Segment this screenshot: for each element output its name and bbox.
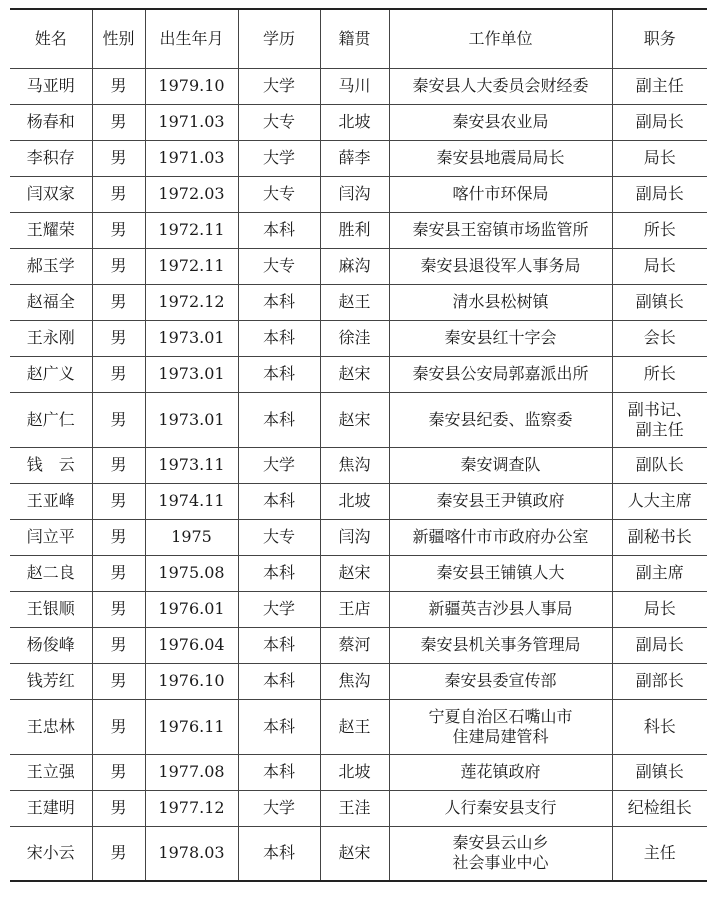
cell-birth: 1978.03 <box>145 826 238 881</box>
cell-workplace: 秦安县王铺镇人大 <box>389 555 612 591</box>
cell-birth: 1975.08 <box>145 555 238 591</box>
header-workplace: 工作单位 <box>389 9 612 68</box>
cell-gender: 男 <box>92 356 145 392</box>
table-row <box>10 591 707 627</box>
cell-education: 本科 <box>238 320 320 356</box>
cell-name: 马亚明 <box>10 68 92 104</box>
table-row <box>10 212 707 248</box>
cell-position: 副部长 <box>612 663 707 699</box>
cell-hometown: 马川 <box>320 68 389 104</box>
cell-education: 本科 <box>238 699 320 754</box>
cell-hometown: 王洼 <box>320 790 389 826</box>
personnel-table <box>10 8 707 882</box>
cell-name: 闫立平 <box>10 519 92 555</box>
cell-name: 杨俊峰 <box>10 627 92 663</box>
table-row <box>10 826 707 881</box>
cell-workplace: 秦安县委宣传部 <box>389 663 612 699</box>
cell-position: 副镇长 <box>612 754 707 790</box>
header-gender: 性别 <box>92 9 145 68</box>
cell-position: 所长 <box>612 356 707 392</box>
cell-workplace: 秦安县机关事务管理局 <box>389 627 612 663</box>
cell-name: 闫双家 <box>10 176 92 212</box>
cell-position: 副局长 <box>612 627 707 663</box>
cell-birth: 1973.01 <box>145 320 238 356</box>
cell-position: 副秘书长 <box>612 519 707 555</box>
cell-position: 主任 <box>612 826 707 881</box>
cell-hometown: 闫沟 <box>320 176 389 212</box>
cell-position: 副队长 <box>612 447 707 483</box>
cell-birth: 1973.01 <box>145 356 238 392</box>
cell-position: 局长 <box>612 591 707 627</box>
cell-education: 本科 <box>238 212 320 248</box>
cell-workplace: 秦安县公安局郭嘉派出所 <box>389 356 612 392</box>
table-row <box>10 284 707 320</box>
table-row <box>10 248 707 284</box>
header-hometown: 籍贯 <box>320 9 389 68</box>
cell-name: 赵广仁 <box>10 392 92 447</box>
cell-name: 王亚峰 <box>10 483 92 519</box>
cell-position: 副局长 <box>612 104 707 140</box>
cell-education: 大专 <box>238 104 320 140</box>
cell-education: 大学 <box>238 68 320 104</box>
table-row <box>10 320 707 356</box>
cell-name: 王耀荣 <box>10 212 92 248</box>
cell-name: 赵广义 <box>10 356 92 392</box>
cell-hometown: 麻沟 <box>320 248 389 284</box>
cell-hometown: 胜利 <box>320 212 389 248</box>
cell-workplace: 宁夏自治区石嘴山市 住建局建管科 <box>389 699 612 754</box>
cell-workplace: 秦安县退役军人事务局 <box>389 248 612 284</box>
cell-hometown: 闫沟 <box>320 519 389 555</box>
header-position: 职务 <box>612 9 707 68</box>
cell-gender: 男 <box>92 212 145 248</box>
table-row <box>10 754 707 790</box>
cell-workplace: 秦安县红十字会 <box>389 320 612 356</box>
table-row <box>10 663 707 699</box>
cell-name: 王银顺 <box>10 591 92 627</box>
cell-position: 副主席 <box>612 555 707 591</box>
cell-name: 王永刚 <box>10 320 92 356</box>
cell-hometown: 赵王 <box>320 699 389 754</box>
cell-workplace: 喀什市环保局 <box>389 176 612 212</box>
cell-name: 王忠林 <box>10 699 92 754</box>
cell-birth: 1976.11 <box>145 699 238 754</box>
cell-workplace: 新疆喀什市市政府办公室 <box>389 519 612 555</box>
cell-name: 郝玉学 <box>10 248 92 284</box>
cell-name: 王立强 <box>10 754 92 790</box>
cell-name: 钱 云 <box>10 447 92 483</box>
cell-hometown: 徐洼 <box>320 320 389 356</box>
table-row <box>10 519 707 555</box>
cell-birth: 1974.11 <box>145 483 238 519</box>
cell-birth: 1976.10 <box>145 663 238 699</box>
cell-workplace: 秦安县王尹镇政府 <box>389 483 612 519</box>
cell-gender: 男 <box>92 663 145 699</box>
cell-education: 本科 <box>238 483 320 519</box>
cell-name: 宋小云 <box>10 826 92 881</box>
table-header-row <box>10 9 707 68</box>
header-name: 姓名 <box>10 9 92 68</box>
cell-birth: 1972.11 <box>145 212 238 248</box>
cell-hometown: 赵宋 <box>320 826 389 881</box>
cell-education: 大学 <box>238 790 320 826</box>
cell-birth: 1977.12 <box>145 790 238 826</box>
cell-gender: 男 <box>92 790 145 826</box>
cell-gender: 男 <box>92 392 145 447</box>
cell-position: 纪检组长 <box>612 790 707 826</box>
cell-education: 本科 <box>238 555 320 591</box>
cell-workplace: 秦安县云山乡 社会事业中心 <box>389 826 612 881</box>
cell-name: 赵福全 <box>10 284 92 320</box>
cell-gender: 男 <box>92 248 145 284</box>
cell-hometown: 赵宋 <box>320 555 389 591</box>
cell-birth: 1979.10 <box>145 68 238 104</box>
cell-position: 副书记、 副主任 <box>612 392 707 447</box>
cell-workplace: 秦安县地震局局长 <box>389 140 612 176</box>
cell-position: 所长 <box>612 212 707 248</box>
cell-name: 钱芳红 <box>10 663 92 699</box>
table-row <box>10 356 707 392</box>
table-row <box>10 140 707 176</box>
cell-birth: 1973.01 <box>145 392 238 447</box>
cell-position: 副局长 <box>612 176 707 212</box>
cell-birth: 1971.03 <box>145 140 238 176</box>
cell-hometown: 赵宋 <box>320 356 389 392</box>
cell-gender: 男 <box>92 320 145 356</box>
table-row <box>10 555 707 591</box>
cell-workplace: 新疆英吉沙县人事局 <box>389 591 612 627</box>
cell-education: 大专 <box>238 519 320 555</box>
cell-name: 赵二良 <box>10 555 92 591</box>
cell-gender: 男 <box>92 68 145 104</box>
cell-gender: 男 <box>92 754 145 790</box>
cell-birth: 1971.03 <box>145 104 238 140</box>
cell-gender: 男 <box>92 826 145 881</box>
cell-workplace: 莲花镇政府 <box>389 754 612 790</box>
cell-name: 杨春和 <box>10 104 92 140</box>
cell-education: 大学 <box>238 447 320 483</box>
cell-workplace: 人行秦安县支行 <box>389 790 612 826</box>
cell-workplace: 秦安县王窑镇市场监管所 <box>389 212 612 248</box>
table-row <box>10 790 707 826</box>
cell-position: 科长 <box>612 699 707 754</box>
cell-education: 本科 <box>238 663 320 699</box>
cell-education: 本科 <box>238 392 320 447</box>
cell-gender: 男 <box>92 104 145 140</box>
cell-workplace: 秦安县纪委、监察委 <box>389 392 612 447</box>
cell-gender: 男 <box>92 699 145 754</box>
cell-education: 大专 <box>238 176 320 212</box>
cell-birth: 1972.03 <box>145 176 238 212</box>
cell-gender: 男 <box>92 555 145 591</box>
cell-position: 局长 <box>612 248 707 284</box>
cell-education: 本科 <box>238 356 320 392</box>
table-row <box>10 104 707 140</box>
cell-hometown: 焦沟 <box>320 663 389 699</box>
table-row <box>10 447 707 483</box>
cell-name: 王建明 <box>10 790 92 826</box>
cell-education: 本科 <box>238 627 320 663</box>
table-row <box>10 68 707 104</box>
cell-position: 人大主席 <box>612 483 707 519</box>
cell-education: 大专 <box>238 248 320 284</box>
cell-hometown: 北坡 <box>320 754 389 790</box>
cell-gender: 男 <box>92 447 145 483</box>
cell-birth: 1973.11 <box>145 447 238 483</box>
cell-education: 本科 <box>238 284 320 320</box>
cell-hometown: 北坡 <box>320 104 389 140</box>
table-row <box>10 699 707 754</box>
cell-hometown: 赵宋 <box>320 392 389 447</box>
cell-workplace: 秦安调查队 <box>389 447 612 483</box>
cell-hometown: 北坡 <box>320 483 389 519</box>
cell-hometown: 王店 <box>320 591 389 627</box>
cell-hometown: 焦沟 <box>320 447 389 483</box>
cell-workplace: 秦安县农业局 <box>389 104 612 140</box>
table-body <box>10 68 707 881</box>
cell-position: 副主任 <box>612 68 707 104</box>
cell-education: 本科 <box>238 754 320 790</box>
table-row <box>10 627 707 663</box>
cell-position: 局长 <box>612 140 707 176</box>
cell-gender: 男 <box>92 140 145 176</box>
table-row <box>10 176 707 212</box>
cell-hometown: 赵王 <box>320 284 389 320</box>
table-row <box>10 483 707 519</box>
cell-name: 李积存 <box>10 140 92 176</box>
cell-position: 副镇长 <box>612 284 707 320</box>
cell-workplace: 清水县松树镇 <box>389 284 612 320</box>
cell-hometown: 蔡河 <box>320 627 389 663</box>
cell-position: 会长 <box>612 320 707 356</box>
cell-education: 本科 <box>238 826 320 881</box>
cell-birth: 1976.01 <box>145 591 238 627</box>
header-birth: 出生年月 <box>145 9 238 68</box>
cell-gender: 男 <box>92 176 145 212</box>
cell-birth: 1972.12 <box>145 284 238 320</box>
cell-birth: 1975 <box>145 519 238 555</box>
cell-hometown: 薛李 <box>320 140 389 176</box>
cell-gender: 男 <box>92 284 145 320</box>
cell-birth: 1972.11 <box>145 248 238 284</box>
table-row <box>10 392 707 447</box>
cell-education: 大学 <box>238 140 320 176</box>
cell-birth: 1976.04 <box>145 627 238 663</box>
header-education: 学历 <box>238 9 320 68</box>
cell-gender: 男 <box>92 591 145 627</box>
cell-education: 大学 <box>238 591 320 627</box>
cell-gender: 男 <box>92 483 145 519</box>
personnel-table-container <box>10 8 707 882</box>
cell-birth: 1977.08 <box>145 754 238 790</box>
cell-gender: 男 <box>92 627 145 663</box>
cell-workplace: 秦安县人大委员会财经委 <box>389 68 612 104</box>
cell-gender: 男 <box>92 519 145 555</box>
